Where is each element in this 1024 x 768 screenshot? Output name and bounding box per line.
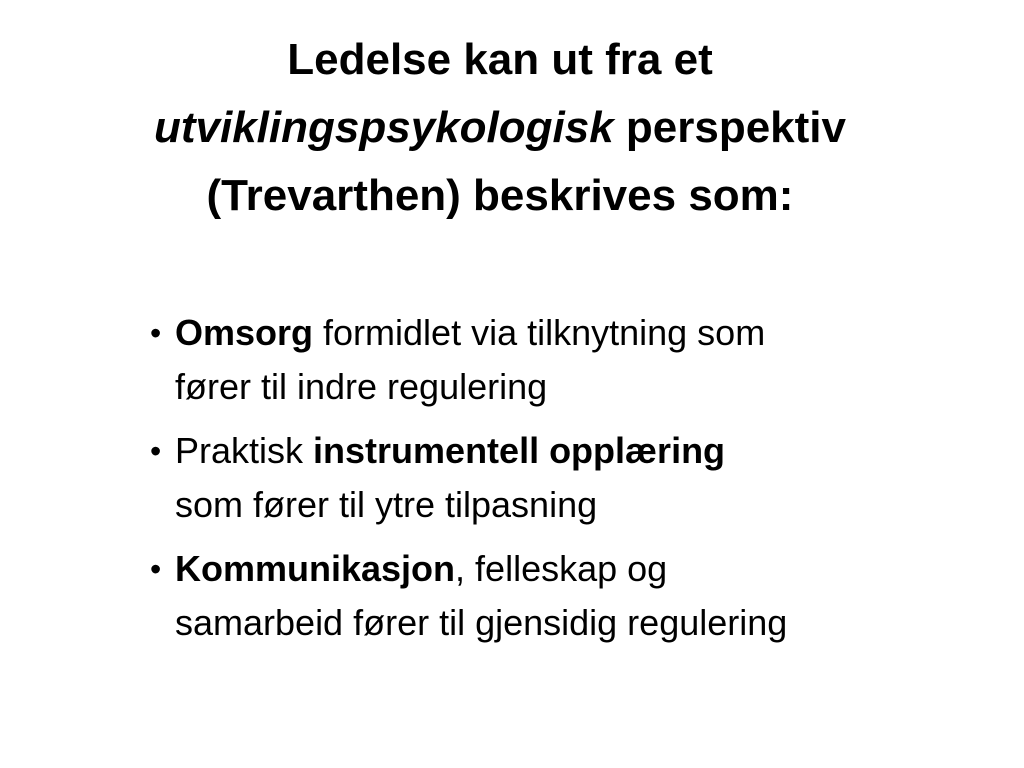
title-line-2-rest: perspektiv [613, 103, 847, 152]
title-line-3: (Trevarthen) beskrives som: [206, 171, 794, 220]
title-line-2 [0, 94, 1000, 162]
bullet-marker: • [150, 315, 162, 351]
slide-title [0, 26, 1000, 230]
bullet-keyword: Kommunikasjon [175, 548, 456, 589]
bullet-text: Praktisk [175, 430, 314, 471]
bullet-text: formidlet via tilknytning som [313, 312, 766, 353]
bullet-marker: • [150, 551, 162, 587]
bullet-text: , felleskap og [455, 548, 668, 589]
title-italic-term: utviklingspsykologisk [153, 103, 614, 152]
bullet-line-2: samarbeid fører til gjensidig regulering [175, 602, 788, 643]
bullet-item-kommunikasjon [150, 542, 990, 650]
bullet-keyword: instrumentell opplæring [313, 430, 726, 471]
title-line-1: Ledelse kan ut fra et [287, 35, 713, 84]
bullet-line-2: som fører til ytre tilpasning [175, 484, 598, 525]
bullet-marker: • [150, 433, 162, 469]
bullet-item-opplaering [150, 424, 990, 532]
bullet-keyword: Omsorg [175, 312, 314, 353]
bullet-list [150, 306, 990, 660]
bullet-line-2: fører til indre regulering [175, 366, 548, 407]
bullet-item-omsorg [150, 306, 990, 414]
bullet-line-1 [175, 424, 990, 478]
bullet-line-1 [175, 542, 990, 596]
bullet-line-1 [175, 306, 990, 360]
